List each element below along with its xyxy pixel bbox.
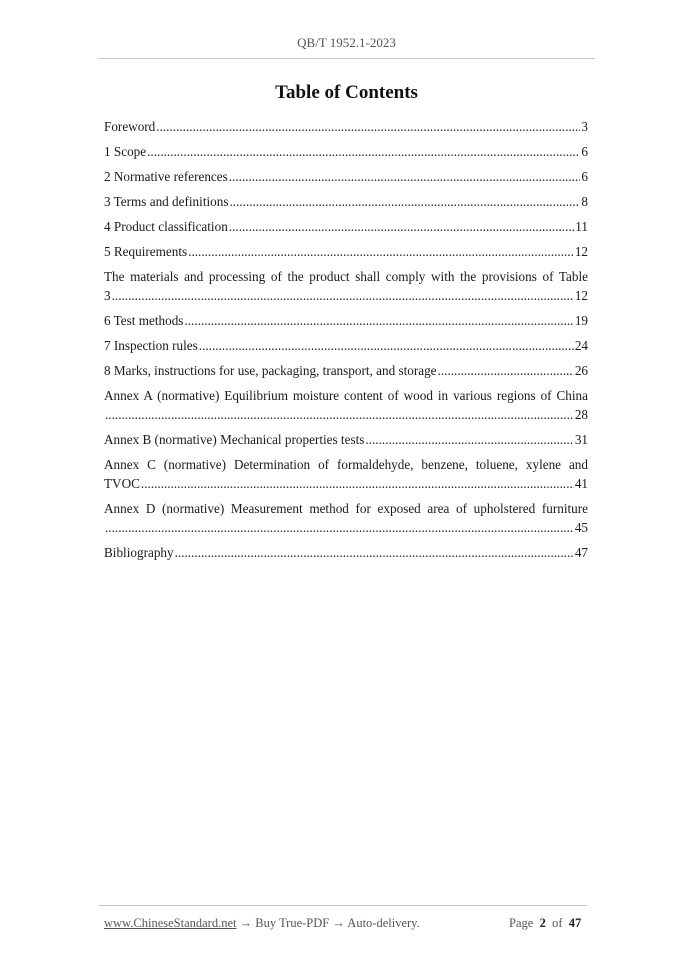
current-page-number: 2 <box>539 916 546 930</box>
dot-leader <box>175 543 574 563</box>
toc-entry[interactable] <box>104 217 588 237</box>
toc-entry-title: 6 Test methods <box>104 313 184 328</box>
toc-entry-title: 5 Requirements <box>104 244 188 259</box>
toc-entry-page-number: 12 <box>574 288 588 303</box>
toc-entry-page-number: 45 <box>574 520 588 535</box>
of-word: of <box>552 916 563 930</box>
toc-entry-title: 4 Product classification <box>104 219 228 234</box>
toc-entry-title: 3 Terms and definitions <box>104 194 229 209</box>
toc-entry-title: 8 Marks, instructions for use, packaging, transport, and storage <box>104 363 437 378</box>
dot-leader <box>147 142 580 162</box>
toc-entry[interactable] <box>104 455 588 494</box>
toc-entry-page-number: 24 <box>574 338 588 353</box>
toc-entry-page-number: 19 <box>574 313 588 328</box>
toc-entry-title: TVOC <box>104 476 140 491</box>
table-of-contents <box>104 117 588 568</box>
toc-entry-title: 1 Scope <box>104 144 147 159</box>
toc-entry-title: Foreword <box>104 119 156 134</box>
toc-entry-page-number: 28 <box>574 407 588 422</box>
toc-entry-title: Annex B (normative) Mechanical properties tests <box>104 432 365 447</box>
toc-entry[interactable] <box>104 499 588 538</box>
toc-entry-title: 7 Inspection rules <box>104 338 198 353</box>
toc-entry-title: 3 <box>104 288 111 303</box>
page-indicator <box>509 916 581 931</box>
header-divider <box>99 58 595 59</box>
toc-entry-title-line: The materials and processing of the product shall comply with the provisions of Table <box>104 269 588 284</box>
dot-leader <box>229 217 575 237</box>
dot-leader <box>112 286 574 306</box>
toc-entry-page-number: 6 <box>581 144 588 159</box>
dot-leader <box>105 405 574 425</box>
toc-entry[interactable] <box>104 167 588 187</box>
toc-entry-page-number: 6 <box>581 169 588 184</box>
toc-entry-page-number: 31 <box>574 432 588 447</box>
toc-entry[interactable] <box>104 543 588 563</box>
toc-entry-title-line: Annex C (normative) Determination of formaldehyde, benzene, toluene, xylene and <box>104 457 588 472</box>
page-word: Page <box>509 916 534 930</box>
dot-leader <box>188 242 574 262</box>
dot-leader <box>199 336 574 356</box>
dot-leader <box>438 361 574 381</box>
toc-entry-page-number: 3 <box>581 119 588 134</box>
promo-text: → Buy True-PDF → Auto-delivery. <box>236 916 420 930</box>
toc-entry-title: Bibliography <box>104 545 174 560</box>
toc-entry-page-number: 8 <box>581 194 588 209</box>
toc-entry-title: 2 Normative references <box>104 169 228 184</box>
toc-entry-page-number: 12 <box>574 244 588 259</box>
dot-leader <box>105 518 574 538</box>
toc-entry[interactable] <box>104 336 588 356</box>
toc-entry[interactable] <box>104 117 588 137</box>
toc-entry-page-number: 11 <box>575 219 588 234</box>
footer-promo <box>104 916 420 931</box>
toc-entry-page-number: 41 <box>574 476 588 491</box>
toc-entry[interactable] <box>104 142 588 162</box>
total-page-count: 47 <box>568 916 582 930</box>
toc-entry[interactable] <box>104 267 588 306</box>
toc-entry[interactable] <box>104 311 588 331</box>
toc-entry-page-number: 47 <box>574 545 588 560</box>
dot-leader <box>156 117 580 137</box>
dot-leader <box>365 430 573 450</box>
toc-title: Table of Contents <box>275 82 418 103</box>
footer-divider <box>99 905 587 906</box>
toc-entry[interactable] <box>104 192 588 212</box>
website-link[interactable]: www.ChineseStandard.net <box>104 916 237 930</box>
toc-entry-page-number: 26 <box>574 363 588 378</box>
toc-entry-title-line: Annex A (normative) Equilibrium moisture content of wood in various regions of China <box>104 388 588 403</box>
toc-entry[interactable] <box>104 361 588 381</box>
dot-leader <box>184 311 573 331</box>
dot-leader <box>141 474 574 494</box>
document-id-header: QB/T 1952.1-2023 <box>297 35 396 50</box>
toc-entry[interactable] <box>104 386 588 425</box>
toc-entry[interactable] <box>104 242 588 262</box>
dot-leader <box>229 167 581 187</box>
dot-leader <box>229 192 580 212</box>
toc-entry[interactable] <box>104 430 588 450</box>
toc-entry-title-line: Annex D (normative) Measurement method for exposed area of upholstered furniture <box>104 501 588 516</box>
